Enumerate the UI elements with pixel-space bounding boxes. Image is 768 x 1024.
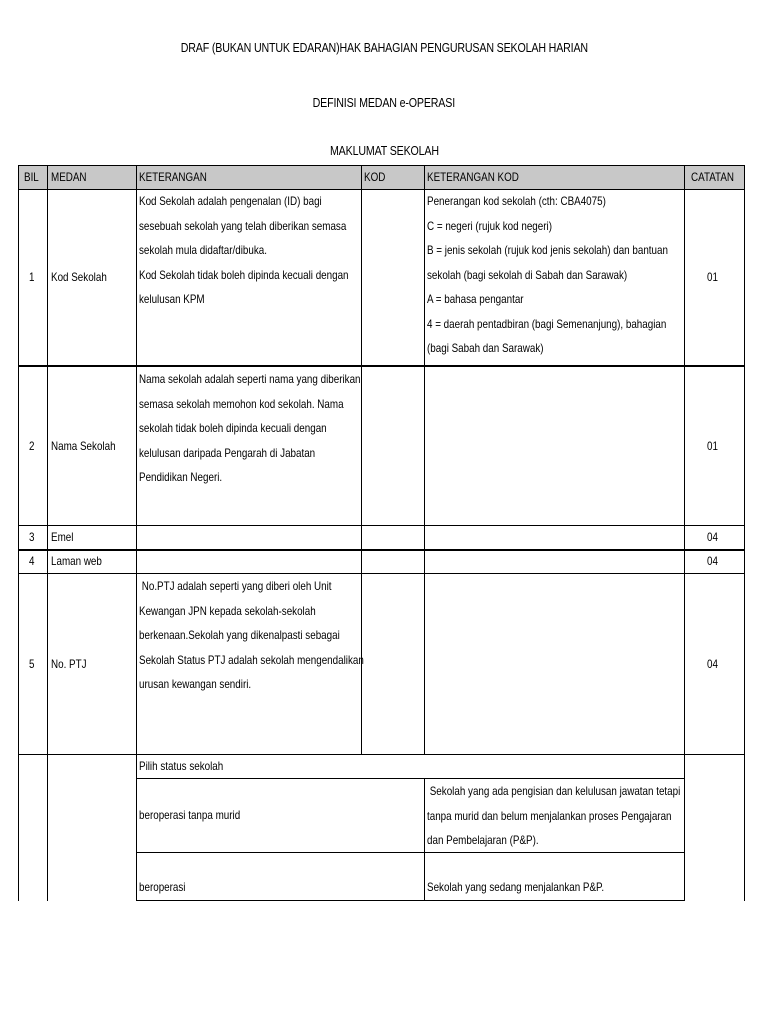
row-keterangan-line: Pendidikan Negeri. (139, 470, 223, 484)
row-keterangan-line: Nama sekolah adalah seperti nama yang diberikan (139, 372, 361, 386)
row-bil: 2 (29, 439, 35, 453)
row-keterangan-line: sekolah mula didaftar/dibuka. (139, 243, 267, 257)
row-keterangan-kod-line: B = jenis sekolah (rujuk kod jenis sekolah) dan bantuan (427, 243, 668, 257)
row-medan: Emel (51, 530, 74, 544)
status-option-desc-line: dan Pembelajaran (P&P). (427, 833, 539, 847)
row-keterangan-line: sesebuah sekolah yang telah diberikan semasa (139, 218, 347, 233)
row-keterangan-kod-line: 4 = daerah pentadbiran (bagi Semenanjung), bahagian (427, 316, 667, 331)
row-keterangan-line: urusan kewangan sendiri. (139, 677, 252, 691)
header-catatan: CATATAN (691, 170, 735, 184)
row-keterangan-line: Kod Sekolah tidak boleh dipinda kecuali dengan (139, 267, 349, 282)
row-keterangan-kod-line: C = negeri (rujuk kod negeri) (427, 218, 552, 233)
row-bil: 1 (29, 270, 35, 284)
row-keterangan-kod-line: Penerangan kod sekolah (cth: CBA4075) (427, 194, 606, 208)
header-bil: BIL (24, 170, 39, 184)
row-keterangan-line: kelulusan KPM (139, 292, 205, 306)
row-keterangan-kod-line: A = bahasa pengantar (427, 292, 524, 306)
status-option-desc-line: tanpa murid dan belum menjalankan proses Pengajaran (427, 808, 672, 823)
row-bil: 5 (29, 657, 35, 671)
row-keterangan-kod-line: sekolah (bagi sekolah di Sabah dan Sarawak) (427, 267, 628, 282)
document-title: DRAF (BUKAN UNTUK EDARAN)HAK BAHAGIAN PENGURUSAN SEKOLAH HARIAN (180, 40, 588, 55)
row-keterangan-line: berkenaan.Sekolah yang dikenalpasti sebagai (139, 628, 340, 642)
row-keterangan-line: sekolah tidak boleh dipinda kecuali dengan (139, 421, 327, 435)
header-kod: KOD (364, 170, 386, 184)
row-catatan: 04 (707, 530, 718, 544)
row-keterangan-line: kelulusan daripada Pengarah di Jabatan (139, 445, 316, 460)
document-subtitle: DEFINISI MEDAN e-OPERASI (312, 95, 456, 110)
row-catatan: 04 (707, 657, 718, 671)
status-option-desc-line: Sekolah yang ada pengisian dan kelulusan jawatan tetapi (427, 784, 681, 798)
status-heading: Pilih status sekolah (139, 759, 224, 773)
row-catatan: 01 (707, 439, 718, 453)
row-bil: 3 (29, 530, 35, 544)
section-title: MAKLUMAT SEKOLAH (329, 143, 439, 158)
status-option-desc-line: Sekolah yang sedang menjalankan P&P. (427, 880, 605, 894)
row-keterangan-line: No.PTJ adalah seperti yang diberi oleh Unit (139, 579, 332, 593)
row-medan: Laman web (51, 554, 102, 568)
header-medan: MEDAN (51, 170, 87, 184)
row-keterangan-line: Sekolah Status PTJ adalah sekolah mengendalikan (139, 652, 364, 667)
row-medan: No. PTJ (51, 657, 87, 671)
row-bil: 4 (29, 554, 35, 568)
header-keterangan: KETERANGAN (139, 170, 207, 184)
header-keterangan-kod: KETERANGAN KOD (427, 170, 519, 184)
row-keterangan-line: Kod Sekolah adalah pengenalan (ID) bagi (139, 194, 322, 208)
row-catatan: 01 (707, 270, 718, 284)
row-medan: Kod Sekolah (51, 270, 107, 284)
row-keterangan-line: Kewangan JPN kepada sekolah-sekolah (139, 603, 316, 618)
row-medan: Nama Sekolah (51, 439, 116, 453)
row-catatan: 04 (707, 554, 718, 568)
row-keterangan-kod-line: (bagi Sabah dan Sarawak) (427, 341, 544, 355)
status-option-label: beroperasi (139, 880, 186, 894)
row-keterangan-line: semasa sekolah memohon kod sekolah. Nama (139, 396, 344, 411)
status-option-label: beroperasi tanpa murid (139, 808, 241, 822)
